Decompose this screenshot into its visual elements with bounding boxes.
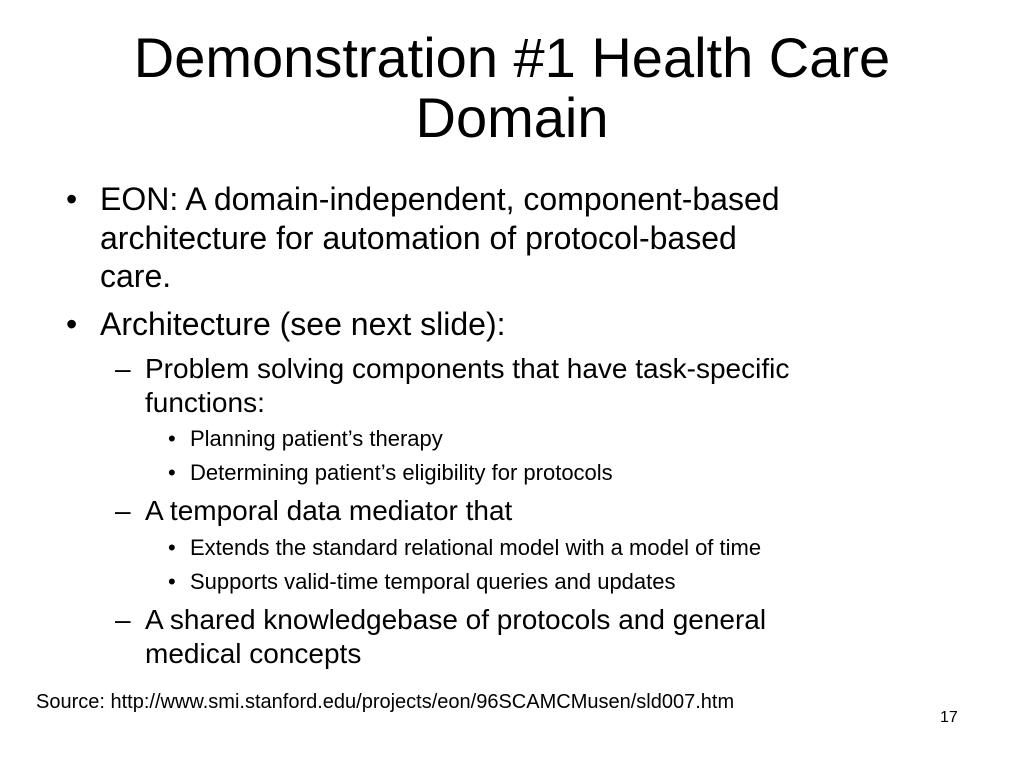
dash-marker: – [115, 495, 131, 526]
bullet-marker: • [66, 306, 78, 342]
bullet-marker: • [66, 181, 78, 217]
dash-marker: – [115, 604, 131, 635]
sub-bullet-marker: • [168, 569, 176, 594]
slide-title [40, 28, 984, 148]
sub2-text: A temporal data mediator that [145, 495, 513, 526]
bullet1-line2: architecture for automation of protocol-based [100, 220, 737, 256]
bullet1-line3: care. [100, 258, 172, 294]
sub2-item: Supports valid-time temporal queries and updates [190, 569, 676, 594]
sub-bullet-marker: • [168, 535, 176, 560]
bullet2-text: Architecture (see next slide): [100, 306, 506, 342]
sub-bullet-marker: • [168, 426, 176, 451]
sub1-line1: Problem solving components that have task-specific [145, 353, 790, 384]
sub1-item: Planning patient’s therapy [190, 426, 443, 451]
bullet1-line1: EON: A domain-independent, component-based [100, 181, 780, 217]
sub2-item: Extends the standard relational model with a model of time [190, 535, 762, 560]
slide-title-line1: Demonstration #1 Health Care [133, 26, 891, 89]
sub-bullet-marker: • [168, 460, 176, 485]
page-number: 17 [940, 709, 958, 726]
sub1-line2: functions: [145, 387, 265, 418]
sub3-line1: A shared knowledgebase of protocols and general [145, 604, 767, 635]
dash-marker: – [115, 353, 131, 384]
source-citation: Source: http://www.smi.stanford.edu/projects/eon/96SCAMCMusen/sld007.htm [36, 691, 735, 713]
sub1-item: Determining patient’s eligibility for protocols [190, 460, 613, 485]
slide-title-line2: Domain [415, 86, 609, 149]
sub3-line2: medical concepts [145, 638, 362, 669]
